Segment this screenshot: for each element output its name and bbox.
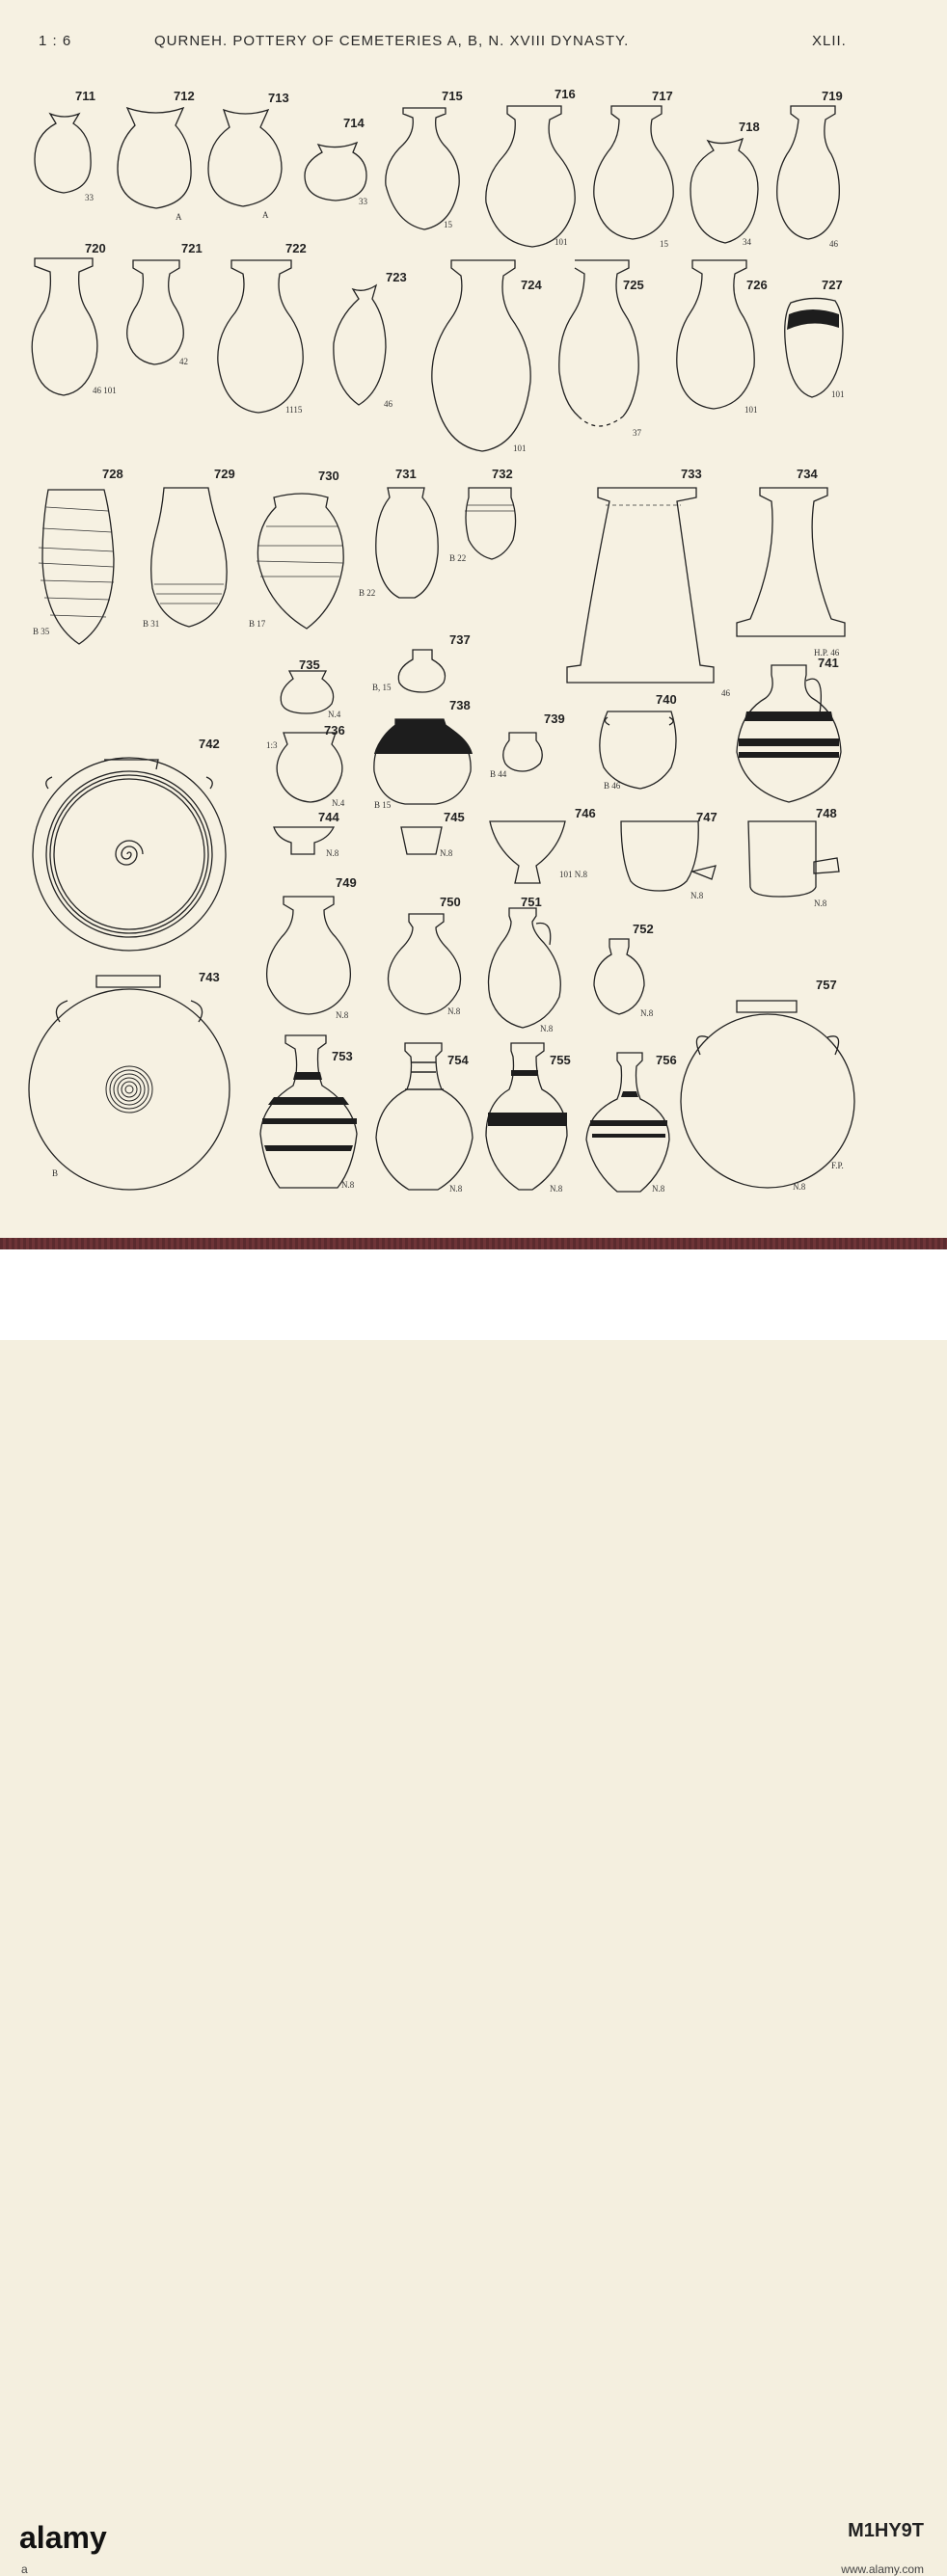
vessel-number: 722 [285, 241, 307, 255]
vessel-757 [681, 978, 854, 1192]
vessel-number: 736 [324, 723, 345, 738]
vessel-number: 724 [521, 278, 542, 292]
vessel-739 [490, 711, 565, 779]
vessel-719 [777, 89, 843, 249]
initials-note: F.P. [831, 1161, 844, 1170]
vessel-723 [334, 270, 407, 409]
vessel-number: 718 [739, 120, 760, 134]
vessel-label: B [52, 1168, 59, 1178]
vessel-label: B 22 [359, 588, 376, 598]
vessel-number: 712 [174, 89, 195, 103]
vessel-729 [143, 467, 235, 629]
vessel-number: 743 [199, 970, 220, 984]
plate-number: XLII. [812, 33, 847, 49]
watermark-bar [0, 1249, 947, 2576]
vessel-721 [127, 241, 203, 366]
vessel-735 [281, 657, 341, 719]
vessel-752 [594, 922, 654, 1018]
vessel-label: N.8 [690, 891, 704, 900]
watermark-site[interactable]: www.alamy.com [841, 2563, 924, 2576]
vessel-750 [389, 895, 461, 1016]
vessel-741 [737, 656, 841, 802]
vessel-number: 754 [447, 1053, 469, 1067]
vessel-722 [218, 241, 307, 415]
vessel-label: 101 [513, 443, 527, 453]
vessel-label: 1115 [285, 405, 303, 415]
vessel-label: B 44 [490, 769, 507, 779]
vessel-745 [401, 810, 465, 858]
vessel-label: 15 [444, 220, 452, 229]
vessel-number: 745 [444, 810, 465, 824]
vessel-754 [376, 1043, 473, 1194]
vessel-label: N.8 [449, 1184, 463, 1194]
vessel-746 [490, 806, 596, 883]
pottery-drawings [0, 0, 947, 1244]
vessel-number: 728 [102, 467, 123, 481]
vessel-label: N.8 [550, 1184, 563, 1194]
vessel-label: 42 [179, 357, 188, 366]
vessel-number: 747 [696, 810, 717, 824]
vessel-744 [274, 810, 339, 858]
vessel-738 [374, 698, 473, 810]
vessel-label: N.8 [640, 1008, 654, 1018]
vessel-747 [621, 810, 717, 900]
vessel-number: 755 [550, 1053, 571, 1067]
vessel-749 [267, 875, 357, 1020]
vessel-label: N.8 [440, 848, 453, 858]
vessel-label: H.P. 46 [814, 648, 840, 657]
image-id: M1HY9T [848, 2520, 924, 2541]
vessel-label: N.8 [447, 1006, 461, 1016]
vessel-748 [748, 806, 839, 908]
vessel-label: 15 [660, 239, 668, 249]
vessel-756 [586, 1053, 677, 1194]
vessel-label: 46 101 [93, 386, 117, 395]
vessel-732 [449, 467, 516, 563]
vessel-number: 729 [214, 467, 235, 481]
vessel-718 [690, 120, 760, 247]
vessel-number: 735 [299, 657, 320, 672]
vessel-number: 739 [544, 711, 565, 726]
vessel-number: 720 [85, 241, 106, 255]
vessel-number: 756 [656, 1053, 677, 1067]
vessel-label: N.8 [341, 1180, 355, 1190]
vessel-label: N.8 [336, 1010, 349, 1020]
vessel-label: A [176, 212, 182, 222]
vessel-number: 750 [440, 895, 461, 909]
vessel-label: 33 [359, 197, 367, 206]
vessel-number: 752 [633, 922, 654, 936]
vessel-number: 715 [442, 89, 463, 103]
vessel-label: B 17 [249, 619, 266, 629]
vessel-number: 726 [746, 278, 768, 292]
vessel-751 [489, 895, 561, 1033]
vessel-715 [386, 89, 463, 229]
vessel-number: 748 [816, 806, 837, 820]
alamy-logo: alamy [19, 2520, 107, 2555]
vessel-number: 721 [181, 241, 203, 255]
vessel-727 [785, 278, 845, 399]
vessel-number: 753 [332, 1049, 353, 1063]
vessel-label: 33 [85, 193, 94, 202]
vessel-label: 46 [721, 688, 730, 698]
vessel-number: 719 [822, 89, 843, 103]
vessel-number: 751 [521, 895, 542, 909]
vessel-label: 46 [829, 239, 838, 249]
vessel-740 [600, 692, 677, 791]
vessel-736 [266, 723, 345, 808]
vessel-label: N.8 [540, 1024, 554, 1033]
vessel-733 [567, 467, 731, 698]
vessel-number: 741 [818, 656, 839, 670]
vessel-number: 733 [681, 467, 702, 481]
vessel-755 [486, 1043, 571, 1194]
vessel-731 [359, 467, 438, 598]
vessel-label: 101 [744, 405, 758, 415]
vessel-label: 101 [831, 389, 845, 399]
vessel-number: 730 [318, 469, 339, 483]
vessel-label: 46 [384, 399, 392, 409]
vessel-label: 101 N.8 [559, 870, 587, 879]
vessel-number: 725 [623, 278, 644, 292]
vessel-label: B 46 [604, 781, 621, 791]
vessel-label: B 15 [374, 800, 392, 810]
vessel-label: 37 [633, 428, 641, 438]
vessel-number: 714 [343, 116, 365, 130]
scale-note-736: 1:3 [266, 740, 278, 750]
vessel-730 [249, 469, 343, 629]
vessel-number: 746 [575, 806, 596, 820]
vessel-number: 713 [268, 91, 289, 105]
vessel-label: N.8 [652, 1184, 665, 1194]
vessel-734 [737, 467, 845, 657]
vessel-label: N.4 [332, 798, 345, 808]
vessel-724 [432, 260, 543, 453]
vessel-713 [208, 91, 289, 220]
vessel-742 [33, 737, 226, 951]
vessel-label: B 31 [143, 619, 160, 629]
vessel-number: 740 [656, 692, 677, 707]
vessel-label: 101 [555, 237, 568, 247]
vessel-number: 716 [555, 87, 576, 101]
vessel-728 [33, 467, 123, 644]
vessel-label: N.4 [328, 710, 341, 719]
vessel-717 [594, 89, 673, 249]
vessel-number: 737 [449, 632, 471, 647]
vessel-743 [29, 970, 230, 1190]
vessel-711 [35, 89, 95, 202]
vessel-number: 738 [449, 698, 471, 712]
vessel-number: 717 [652, 89, 673, 103]
vessel-number: 732 [492, 467, 513, 481]
vessel-714 [305, 116, 368, 206]
vessel-number: 727 [822, 278, 843, 292]
vessel-label: B, 15 [372, 683, 392, 692]
vessel-712 [118, 89, 195, 222]
page-title: QURNEH. POTTERY OF CEMETERIES A, B, N. XVIII DYNASTY. [154, 33, 630, 49]
vessel-label: A [262, 210, 269, 220]
vessel-725 [559, 260, 644, 438]
vessel-number: 749 [336, 875, 357, 890]
vessel-753 [260, 1035, 357, 1190]
vessel-label: N.8 [326, 848, 339, 858]
vessel-number: 723 [386, 270, 407, 284]
vessel-number: 711 [75, 89, 95, 103]
vessel-label: B 22 [449, 553, 467, 563]
vessel-number: 757 [816, 978, 837, 992]
vessel-716 [486, 87, 576, 247]
watermark-code: a [21, 2563, 28, 2576]
vessel-737 [372, 632, 471, 692]
vessel-label: 34 [743, 237, 751, 247]
scale-label: 1 : 6 [39, 33, 72, 49]
vessel-number: 742 [199, 737, 220, 751]
book-binding-edge [0, 1238, 947, 1249]
vessel-label: N.8 [793, 1182, 806, 1192]
vessel-726 [677, 260, 768, 415]
vessel-label: N.8 [814, 899, 827, 908]
vessel-number: 731 [395, 467, 417, 481]
vessel-number: 734 [797, 467, 818, 481]
vessel-label: B 35 [33, 627, 50, 636]
vessel-720 [32, 241, 117, 395]
vessel-number: 744 [318, 810, 339, 824]
